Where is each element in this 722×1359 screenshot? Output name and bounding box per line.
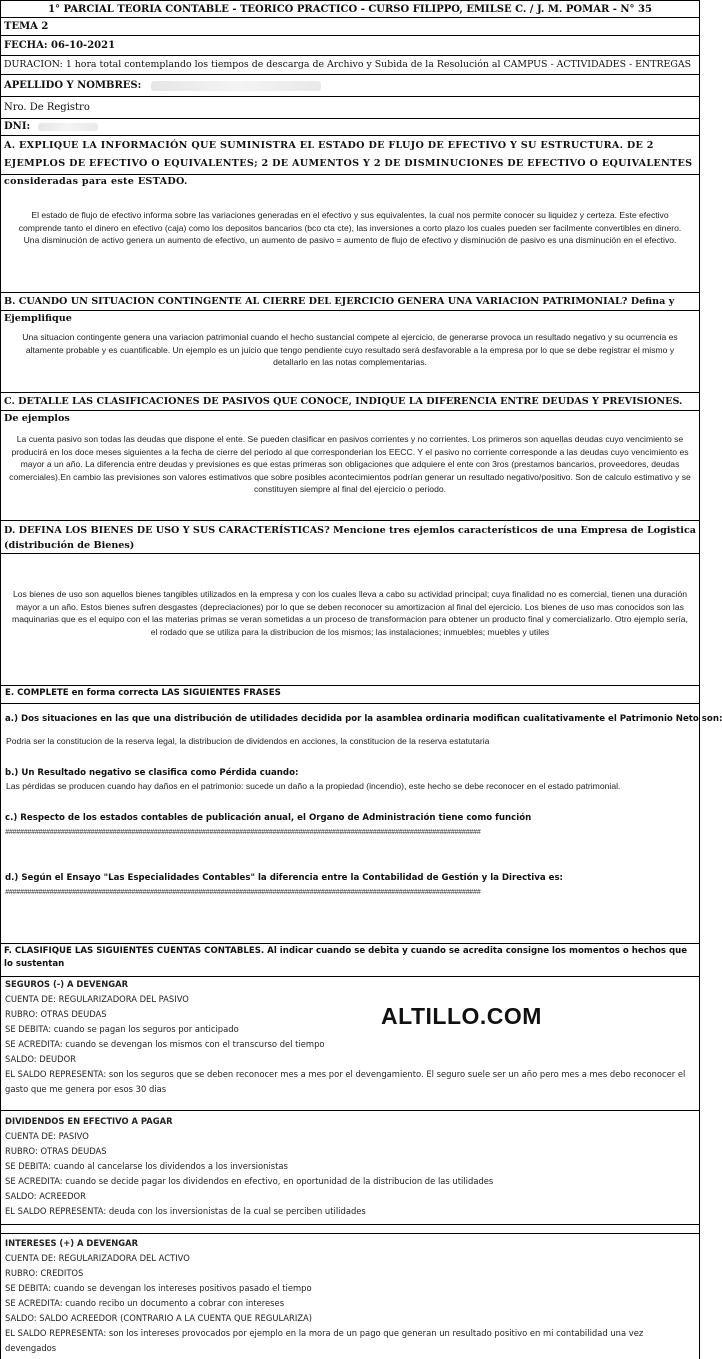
section-b-question: B. CUANDO UN SITUACION CONTINGENTE AL CIERRE DEL EJERCICIO GENERA UNA VARIACION PATRIMONIAL? Defina y Ejemplifique xyxy=(1,293,699,311)
duracion-row xyxy=(1,56,699,75)
cuenta-line: SALDO: ACREEDOR xyxy=(5,1191,86,1201)
cuenta-line: SALDO: DEUDOR xyxy=(5,1054,76,1064)
tema-row xyxy=(1,18,699,36)
cuenta-line: SE ACREDITA: cuando se devengan los mismos con el transcurso del tiempo xyxy=(5,1039,325,1049)
section-d-question: D. DEFINA LOS BIENES DE USO Y SUS CARACTERÍSTICAS? Mencione tres ejemlos característicos de una Empresa de Logistica (distribución de Bienes) xyxy=(1,521,699,554)
cuenta-line: SE ACREDITA: cuando se decide pagar los dividendos en efectivo, en oportunidad de la distribucion de las utilidades xyxy=(5,1176,494,1186)
section-a-answer-text: El estado de flujo de efectivo informa sobre las variaciones generadas en el efectivo y sus equivalentes, la cual nos permite conocer su liquidez y certeza. Este efectivo comprende tanto el dinero en efectivo (caja) como los depositos bancarios (bco cta cte), las inversiones a corto plazo los cuales pueden ser facilmente convertibles en dinero. Una disminución de activo genera un aumento de efectivo, un aumento de pasivo = aumento de flujo de efectivo y disminución de pasivo es una disminución en el efectivo. xyxy=(18,210,682,245)
section-e-a-answer: Podria ser la constitucion de la reserva legal, la distribucion de dividendos en acciones, la constitucion de la reserva estatutaria xyxy=(6,736,490,746)
cuenta-line: EL SALDO REPRESENTA: son los seguros que se deben reconocer mes a mes por el devengamiento. El seguro suele ser un año pero mes a mes debo reconocer el gasto que me genera por esos 30 dias xyxy=(5,1069,686,1095)
section-e-d-question: d.) Según el Ensayo "Las Especialidades Contables" la diferencia entre la Contabilidad de Gestión y la Directiva es: xyxy=(5,873,563,883)
cuenta-line: SE ACREDITA: cuando recibo un documento a cobrar con intereses xyxy=(5,1298,285,1308)
apellido-row xyxy=(1,75,699,97)
section-e-b-answer: Las pérdidas se producen cuando hay daños en el patrimonio: sucede un daño a la propiedad (incendio), este hecho se debe reconocer en el estado patrimonial. xyxy=(6,781,621,791)
dni-label: DNI: xyxy=(4,121,31,132)
cuenta-block xyxy=(1,977,699,1111)
altillo-watermark: ALTILLO.COM xyxy=(381,1003,542,1029)
cuenta-line: RUBRO: OTRAS DEUDAS xyxy=(5,1146,107,1156)
section-a-answer xyxy=(1,175,699,293)
cuenta-line: RUBRO: CREDITOS xyxy=(5,1268,84,1278)
cuenta-line: CUENTA DE: REGULARIZADORA DEL PASIVO xyxy=(5,994,189,1004)
section-e-c-answer: ################################################################################################################################ xyxy=(5,829,481,837)
cuenta-line: SALDO: SALDO ACREEDOR (CONTRARIO A LA CUENTA QUE REGULARIZA) xyxy=(5,1313,313,1323)
cuenta-line: SE DEBITA: cuando se devengan los intereses positivos pasado el tiempo xyxy=(5,1283,312,1293)
cuenta-line: EL SALDO REPRESENTA: son los intereses provocados por ejemplo en la mora de un pago que generan un resultado positivo en mi contabilidad una vez devengados xyxy=(5,1328,644,1354)
section-e-c-question: c.) Respecto de los estados contables de publicación anual, el Organo de Administración tiene como función xyxy=(5,813,532,823)
fecha-row xyxy=(1,36,699,56)
registro-label: Nro. De Registro xyxy=(4,102,90,113)
section-c-question: C. DETALLE LAS CLASIFICACIONES DE PASIVOS QUE CONOCE, INDIQUE LA DIFERENCIA ENTRE DEUDAS Y PREVISIONES. De ejemplos xyxy=(1,393,699,411)
fecha-label: FECHA: 06-10-2021 xyxy=(4,40,116,51)
cuenta-line: EL SALDO REPRESENTA: deuda con los inversionistas de la cual se perciben utilidades xyxy=(5,1206,366,1216)
cuenta-block xyxy=(1,1225,699,1359)
redacted-dni xyxy=(38,123,98,131)
section-b-answer xyxy=(1,311,699,393)
exam-title: 1° PARCIAL TEORIA CONTABLE - TEORICO PRACTICO - CURSO FILIPPO, EMILSE C. / J. M. POMAR - N° 35 xyxy=(48,4,652,15)
exam-title-row xyxy=(1,0,699,18)
section-c-answer-text: La cuenta pasivo son todas las deudas que dispone el ente. Se pueden clasificar en pasivos corrientes y no corrientes. Los primeros son aquellas deudas cuyo vencimiento se producirá en los doce meses siguientes a la fecha de cierre del periodo al que corresponderian los EECC. Y el pasivo no corriente corresponde a las deudas cuyo vencimiento es mayor a un año. La diferencia entre deudas y previsiones es que estas primeras son obligaciones que adquiere el ente con 3ros (prestamos bancarios, proveedores, deudas comerciales).En cambio las previsiones son valores estimativos que sobre posibles acontecimientos podrían generar un resultado negativo/positivo. Son de calculo estimativo y se constituyen siempre al final del ejercicio o periodo. xyxy=(9,434,691,494)
section-d-answer-text: Los bienes de uso son aquellos bienes tangibles utilizados en la empresa y con los cuales lleva a cabo su actividad principal; cuya finalidad no es comercial, tienen una duración mayor a un año. Estos bienes sufren desgastes (depreciaciones) por lo que se deben reconocer su amortizacion al final del ejercicio. Los bienes de uso mas conocidos son las maquinarias que es el equipo con el las materias primas se veran sometidas a un proceso de transformacion para obtener un producto final y comercializarlo. Otro ejemplo sería, el rodado que se utiliza para la distribucion de los mismos; las instalaciones; inmuebles; muebles y utiles xyxy=(12,589,688,637)
cuenta-line: CUENTA DE: PASIVO xyxy=(5,1131,89,1141)
cuenta-block xyxy=(1,1111,699,1225)
registro-row xyxy=(1,97,699,119)
dni-row xyxy=(1,119,699,136)
cuenta-top-rule xyxy=(1,1233,699,1234)
cuenta-name: SEGUROS (-) A DEVENGAR xyxy=(5,979,129,989)
section-a-question: A. EXPLIQUE LA INFORMACIÓN QUE SUMINISTRA EL ESTADO DE FLUJO DE EFECTIVO Y SU ESTRUCTURA. DE 2 EJEMPLOS DE EFECTIVO O EQUIVALENTES; 2 DE AUMENTOS Y 2 DE DISMINUCIONES DE EFECTIVO O EQUIVALENTES consideradas para este ESTADO. xyxy=(1,136,699,175)
section-e-title-rule xyxy=(1,703,699,704)
tema-label: TEMA 2 xyxy=(4,21,49,32)
redacted-name xyxy=(151,81,321,91)
section-c-answer xyxy=(1,411,699,521)
section-e-d-answer: ################################################################################################################################ xyxy=(5,889,481,897)
cuenta-line: SE DEBITA: cuando al cancelarse los dividendos a los inversionistas xyxy=(5,1161,288,1171)
cuenta-name: DIVIDENDOS EN EFECTIVO A PAGAR xyxy=(5,1116,173,1126)
section-e-b-question: b.) Un Resultado negativo se clasifica como Pérdida cuando: xyxy=(5,768,299,778)
section-e-a-question: a.) Dos situaciones en las que una distribución de utilidades decidida por la asamblea ordinaria modifican cualitativamente el Patrimonio Neto son: xyxy=(5,714,722,724)
cuenta-name: INTERESES (+) A DEVENGAR xyxy=(5,1238,139,1248)
section-e xyxy=(1,686,722,944)
section-b-answer-text: Una situacion contingente genera una variacion patrimonial cuando el hecho sustancial compete al ejercicio, de generarse provoca un resultado negativo y su ocurrencia es altamente probable y es cuantificable. Un ejemplo es un juicio que tengo pendiente cuyo resultado será desfavorable a la empresa por lo que se debe registrar el mismo y detallarlo en las notas complementarias. xyxy=(22,332,678,367)
duracion-text: DURACION: 1 hora total contemplando los tiempos de descarga de Archivo y Subida de la Resolución al CAMPUS - ACTIVIDADES - ENTREGAS xyxy=(4,59,692,70)
cuenta-line: RUBRO: OTRAS DEUDAS xyxy=(5,1009,107,1019)
cuenta-line: SE DEBITA: cuando se pagan los seguros por anticipado xyxy=(5,1024,239,1034)
section-d-answer xyxy=(1,554,699,686)
apellido-label: APELLIDO Y NOMBRES: xyxy=(4,80,142,91)
cuenta-line: CUENTA DE: REGULARIZADORA DEL ACTIVO xyxy=(5,1253,190,1263)
section-f-question: F. CLASIFIQUE LAS SIGUIENTES CUENTAS CONTABLES. Al indicar cuando se debita y cuando se acredita consigne los momentos o hechos que lo sustentan xyxy=(1,944,699,977)
section-e-title: E. COMPLETE en forma correcta LAS SIGUIENTES FRASES xyxy=(5,688,281,698)
